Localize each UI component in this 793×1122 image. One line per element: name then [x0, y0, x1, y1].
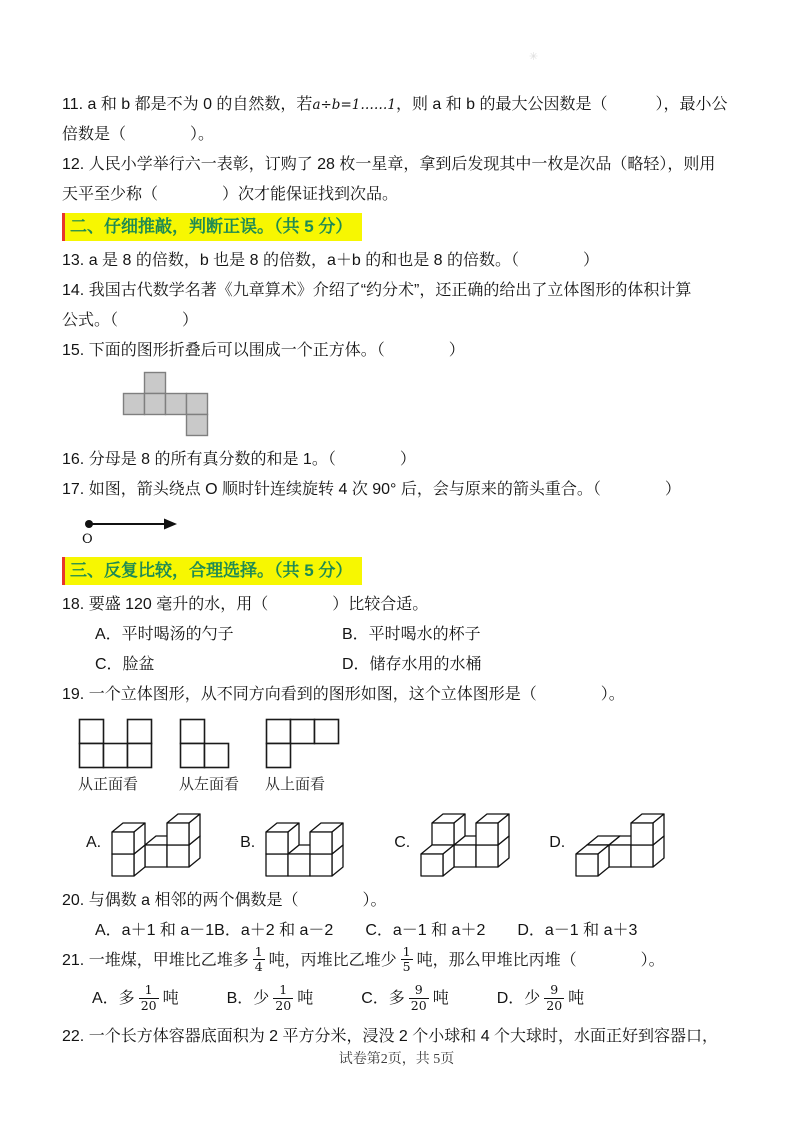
question-20: 20. 与偶数 a 相邻的两个偶数是（ ）。: [62, 892, 387, 909]
front-view-figure: [78, 718, 153, 794]
page-footer: 试卷第2页，共 5页: [338, 1052, 455, 1067]
cube-option-b: [240, 804, 360, 882]
exam-page-content: [62, 90, 739, 1052]
fraction-b: $\frac{1}{20}$: [275, 982, 292, 1013]
question-12-line-1: 12. 人民小学举行六一表彰，订购了 28 枚一星章，拿到后发现其中一枚是次品（略轻），则用: [62, 156, 716, 173]
question-18-options-cd: [62, 650, 739, 680]
q18-option-b: B．平时喝水的杯子: [342, 626, 481, 643]
fraction-d: $\frac{9}{20}$: [546, 982, 563, 1013]
left-view-label: 从左面看: [179, 777, 240, 793]
question-14-line-1: 14. 我国古代数学名著《九章算术》介绍了“约分术”，还正确的给出了立体图形的体积计算: [62, 282, 692, 299]
cube-option-c: [394, 804, 515, 882]
q21-option-c: C．多 $\frac{9}{20}$ 吨: [361, 982, 449, 1013]
cube-option-c-label: C.: [394, 834, 411, 851]
question-22: 22. 一个长方体容器底面积为 2 平方分米，浸没 2 个小球和 4 个大球时，水面正好到容器口，: [62, 1028, 719, 1046]
question-15: 15. 下面的图形折叠后可以围成一个正方体。（ ）: [62, 342, 465, 359]
arrow-svg: [82, 514, 192, 534]
cube-option-a: [86, 804, 206, 882]
q21-option-b: B．少 $\frac{1}{20}$ 吨: [226, 982, 314, 1013]
q21-text-b: 吨，丙堆比乙堆少: [268, 952, 397, 970]
cube-net-figure: [122, 371, 739, 441]
fraction-1-4: $\frac{1}{4}$: [254, 944, 263, 975]
section-2-title: 二、仔细推敲，判断正误。（共 5 分）: [62, 213, 362, 241]
orthographic-views-row: [78, 718, 739, 794]
fraction-c: $\frac{9}{20}$: [410, 982, 427, 1013]
q21-text-a: 21. 一堆煤，甲堆比乙堆多: [62, 952, 249, 970]
top-view-svg: [265, 718, 340, 769]
cube-option-d-svg: [572, 804, 670, 882]
cube-option-a-label: A.: [86, 834, 102, 851]
cube-option-b-svg: [262, 804, 360, 882]
top-view-figure: [265, 718, 340, 794]
cube-option-d-label: D.: [549, 834, 566, 851]
question-21-options: [62, 976, 739, 1022]
question-11-line-2: 倍数是（ ）。: [62, 126, 215, 143]
question-11-line-1: [62, 90, 739, 120]
section-3-header-row: [62, 557, 739, 587]
cube-option-a-svg: [108, 804, 206, 882]
question-11-text-b: ，则 a 和 b 的最大公因数是（ ），最小公: [395, 96, 728, 113]
cube-option-d: [549, 804, 670, 882]
q21-option-d: D．少 $\frac{9}{20}$ 吨: [496, 982, 585, 1013]
fraction-1-5: $\frac{1}{5}$: [402, 944, 411, 975]
division-formula: a÷b=1……1: [312, 97, 396, 113]
question-13: 13. a 是 8 的倍数，b 也是 8 的倍数，a＋b 的和也是 8 的倍数。（ ）: [62, 252, 599, 269]
cube-option-c-svg: [417, 804, 515, 882]
point-o-label: O: [82, 532, 93, 547]
question-20-options: A．a＋1 和 a－1B．a＋2 和 a－2 C．a－1 和 a＋2 D．a－1 和 a＋3: [95, 922, 638, 939]
q18-option-a: A．平时喝汤的勺子: [95, 626, 234, 643]
question-18-options-ab: [62, 620, 739, 650]
question-11-text-a: 11. a 和 b 都是不为 0 的自然数，若: [62, 96, 313, 113]
question-16: 16. 分母是 8 的所有真分数的和是 1。（ ）: [62, 451, 416, 468]
rotation-arrow-figure: [82, 514, 739, 554]
q18-option-c: C．脸盆: [95, 656, 155, 673]
cube-net-svg: [122, 371, 209, 437]
question-12-line-2: 天平至少称（ ）次才能保证找到次品。: [62, 186, 399, 203]
section-2-header-row: [62, 213, 739, 243]
top-view-label: 从上面看: [265, 777, 326, 793]
question-19: 19. 一个立体图形，从不同方向看到的图形如图，这个立体图形是（ ）。: [62, 686, 625, 703]
fraction-a: $\frac{1}{20}$: [140, 982, 157, 1013]
front-view-svg: [78, 718, 153, 769]
question-14-line-2: 公式。（ ）: [62, 312, 199, 329]
question-18: 18. 要盛 120 毫升的水，用（ ）比较合适。: [62, 596, 429, 613]
question-17: 17. 如图，箭头绕点 O 顺时针连续旋转 4 次 90° 后，会与原来的箭头重合。（ ）: [62, 481, 681, 498]
q21-option-a: A．多 $\frac{1}{20}$ 吨: [92, 982, 179, 1013]
front-view-label: 从正面看: [78, 777, 139, 793]
cube-options-row: [86, 804, 739, 882]
left-view-svg: [179, 718, 230, 769]
question-21: [62, 946, 739, 976]
cube-option-b-label: B.: [240, 834, 256, 851]
q18-option-d: D．储存水用的水桶: [342, 656, 482, 673]
faint-watermark-mark: ✳: [529, 51, 539, 63]
section-3-title: 三、反复比较，合理选择。（共 5 分）: [62, 557, 362, 585]
left-view-figure: [179, 718, 239, 794]
q21-text-c: 吨，那么甲堆比丙堆（ ）。: [416, 952, 665, 970]
